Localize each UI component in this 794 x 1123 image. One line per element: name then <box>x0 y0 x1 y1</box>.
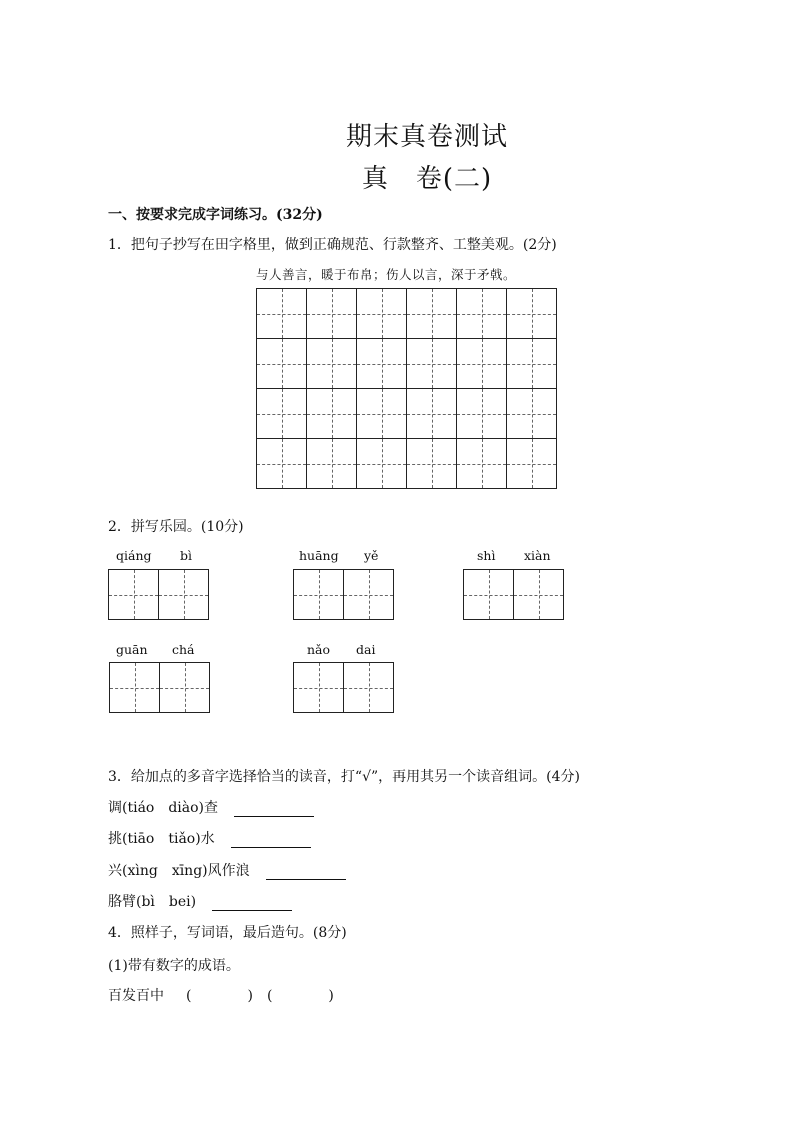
copy-grid-cell[interactable] <box>256 388 307 439</box>
pinyin-5b: dai <box>356 642 376 657</box>
pinyin-answer-cell[interactable] <box>463 569 514 620</box>
copy-grid-cell[interactable] <box>456 388 507 439</box>
copy-grid-cell[interactable] <box>306 338 357 389</box>
copy-grid-cell[interactable] <box>306 288 357 339</box>
pinyin-4a: guān <box>116 642 148 657</box>
idiom-example-row <box>108 985 334 1005</box>
pinyin-answer-cell[interactable] <box>513 569 564 620</box>
pinyin-answer-cell[interactable] <box>293 569 344 620</box>
copy-grid-cell[interactable] <box>306 438 357 489</box>
answer-blank-2[interactable] <box>231 833 311 848</box>
copy-grid-cell[interactable] <box>306 388 357 439</box>
copy-grid-cell[interactable] <box>356 438 407 489</box>
pinyin-answer-cell[interactable] <box>343 662 394 713</box>
question-1-prompt: 1．把句子抄写在田字格里，做到正确规范、行款整齐、工整美观。(2分) <box>108 237 557 253</box>
copy-grid-cell[interactable] <box>256 438 307 489</box>
polyphone-item-2 <box>108 828 311 848</box>
idiom-answer-b[interactable]: ( ) <box>266 988 334 1004</box>
copy-grid-cell[interactable] <box>456 438 507 489</box>
copy-grid-cell[interactable] <box>456 338 507 389</box>
question-4-prompt: 4．照样子，写词语，最后造句。(8分) <box>108 925 347 941</box>
copy-grid-cell[interactable] <box>256 288 307 339</box>
exam-subtitle: 真 卷(二) <box>361 164 493 194</box>
polyphone-item-1-text: 调(tiáo diào)查 <box>108 800 219 816</box>
pinyin-2b: yě <box>364 548 379 563</box>
question-4-sub1: (1)带有数字的成语。 <box>108 958 240 974</box>
copy-grid-cell[interactable] <box>406 388 457 439</box>
pinyin-3a: shì <box>477 548 496 563</box>
idiom-example: 百发百中 <box>108 988 164 1004</box>
pinyin-1b: bì <box>180 548 192 563</box>
pinyin-answer-cell[interactable] <box>158 569 209 620</box>
pinyin-4b: chá <box>172 642 195 657</box>
copy-grid-cell[interactable] <box>506 338 557 389</box>
answer-blank-1[interactable] <box>234 802 314 817</box>
copy-grid-cell[interactable] <box>356 338 407 389</box>
copy-grid-cell[interactable] <box>356 288 407 339</box>
polyphone-item-3-text: 兴(xìng xīng)风作浪 <box>108 863 250 879</box>
copy-grid-cell[interactable] <box>406 338 457 389</box>
pinyin-1a: qiáng <box>116 548 152 563</box>
copy-grid-cell[interactable] <box>356 388 407 439</box>
copy-grid-cell[interactable] <box>506 438 557 489</box>
pinyin-answer-cell[interactable] <box>343 569 394 620</box>
polyphone-item-2-text: 挑(tiāo tiǎo)水 <box>108 831 215 847</box>
copy-grid-cell[interactable] <box>456 288 507 339</box>
polyphone-item-4-text: 胳臂(bì bei) <box>108 894 197 910</box>
copy-grid-cell[interactable] <box>406 438 457 489</box>
exam-title: 期末真卷测试 <box>345 122 508 152</box>
copy-grid-cell[interactable] <box>506 388 557 439</box>
pinyin-3b: xiàn <box>524 548 551 563</box>
pinyin-2a: huāng <box>299 548 339 563</box>
polyphone-item-3 <box>108 860 346 880</box>
pinyin-answer-cell[interactable] <box>108 569 159 620</box>
answer-blank-3[interactable] <box>266 865 346 880</box>
pinyin-5a: nǎo <box>307 642 331 657</box>
idiom-answer-a[interactable]: ( ) <box>186 988 253 1004</box>
polyphone-item-4 <box>108 891 292 911</box>
polyphone-item-1 <box>108 797 314 817</box>
pinyin-answer-cell[interactable] <box>159 662 210 713</box>
section-heading: 一、按要求完成字词练习。(32分) <box>108 207 323 223</box>
answer-blank-4[interactable] <box>212 896 292 911</box>
pinyin-answer-cell[interactable] <box>109 662 160 713</box>
pinyin-answer-cell[interactable] <box>293 662 344 713</box>
copy-grid-cell[interactable] <box>256 338 307 389</box>
question-2-prompt: 2．拼写乐园。(10分) <box>108 519 244 535</box>
model-sentence: 与人善言，暖于布帛；伤人以言，深于矛戟。 <box>256 267 517 282</box>
copy-grid-cell[interactable] <box>506 288 557 339</box>
copy-grid-cell[interactable] <box>406 288 457 339</box>
question-3-prompt: 3．给加点的多音字选择恰当的读音，打“√”，再用其另一个读音组词。(4分) <box>108 769 580 785</box>
